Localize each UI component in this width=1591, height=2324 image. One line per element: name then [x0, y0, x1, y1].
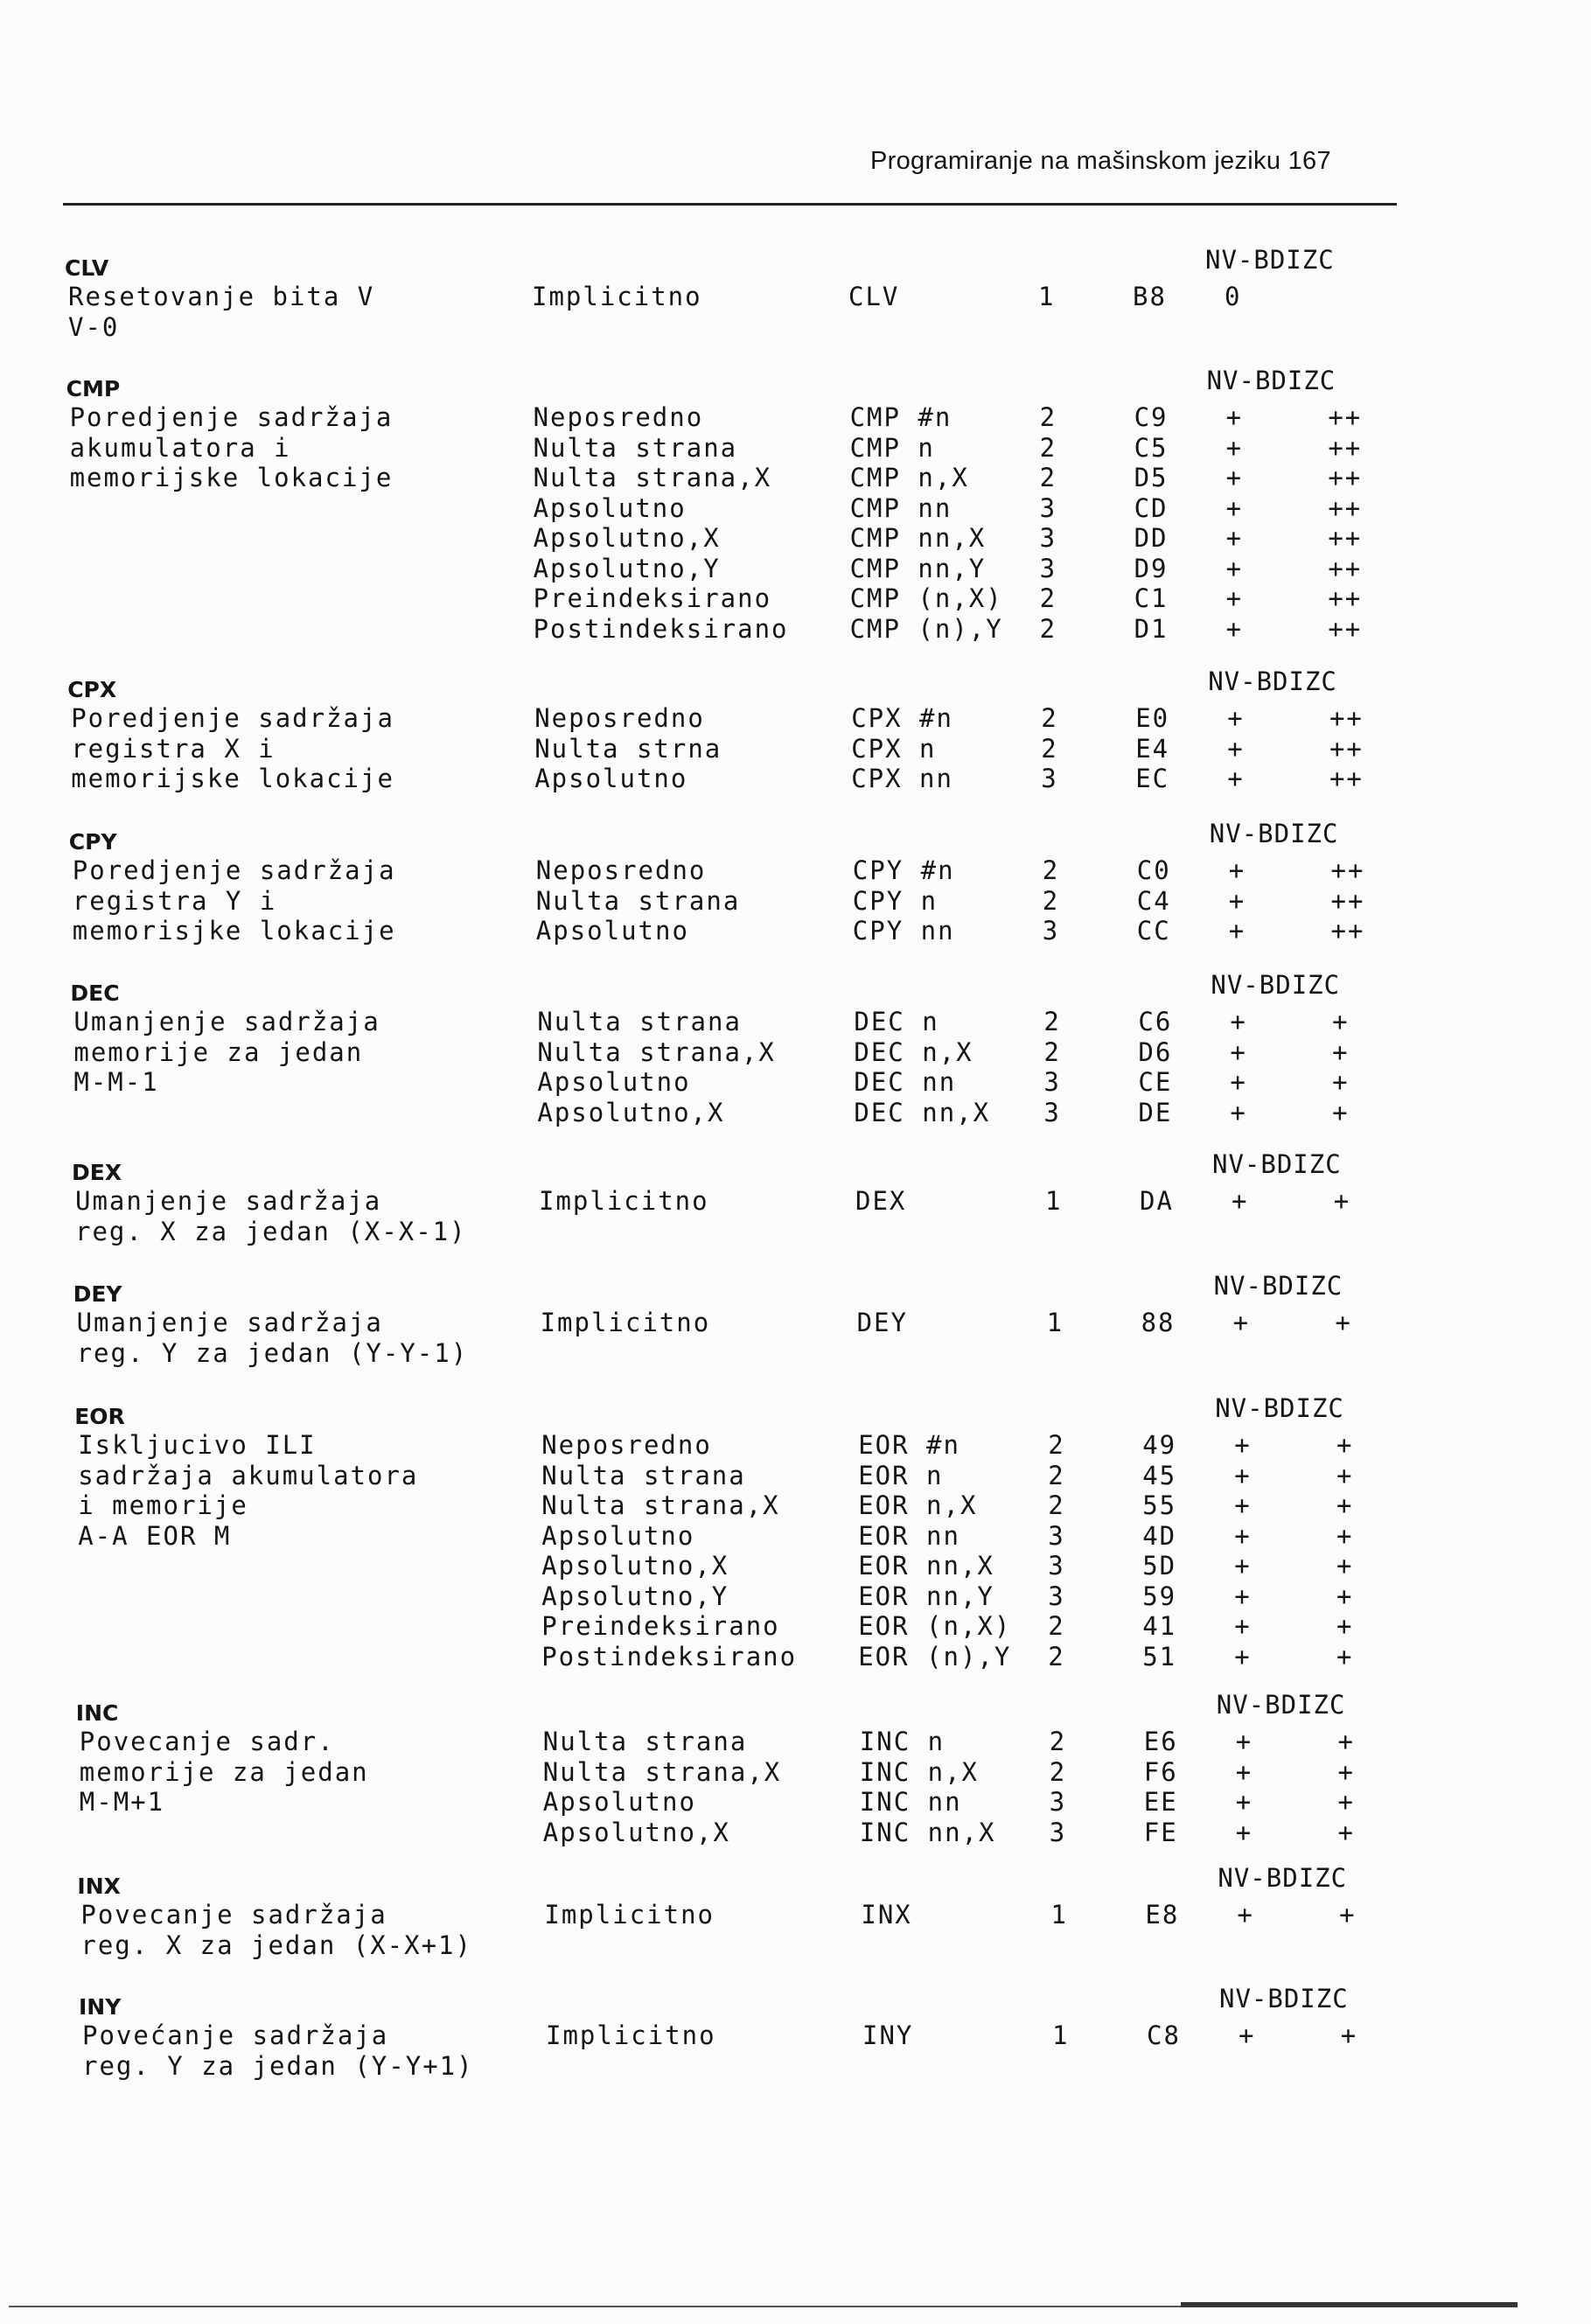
flag-effects: + +	[1235, 1756, 1356, 1787]
instruction-syntax: CPX nn	[851, 764, 953, 793]
byte-count: 2	[1039, 432, 1057, 463]
opcode: E6	[1143, 1727, 1178, 1756]
mnemonic-heading: CMP	[66, 376, 121, 401]
byte-count: 2	[1048, 1490, 1065, 1520]
description-line: Povećanje sadržaja	[82, 2020, 389, 2050]
flag-effects: + ++	[1225, 402, 1363, 432]
flag-effects: + +	[1234, 1581, 1354, 1611]
instruction-syntax: DEC n,X	[854, 1036, 973, 1067]
bottom-rule-heavy	[1181, 2302, 1518, 2307]
addressing-mode: Apsolutno,X	[542, 1817, 730, 1847]
instruction-syntax: CMP (n,X)	[849, 583, 1003, 613]
addressing-mode: Apsolutno,X	[541, 1551, 729, 1581]
instruction-syntax: INC nn	[859, 1787, 962, 1817]
addressing-mode: Nulta strana,X	[537, 1036, 776, 1067]
addressing-mode: Neposredno	[535, 855, 707, 885]
flag-effects: + +	[1235, 1727, 1356, 1756]
instruction-syntax: CMP n	[849, 432, 935, 463]
description-line: memorijske lokacije	[71, 764, 394, 793]
addressing-mode: Neposredno	[534, 703, 705, 733]
flag-effects: + +	[1230, 1007, 1350, 1036]
flags-label: NV-BDIZC	[1219, 1984, 1349, 2013]
opcode: B8	[1133, 282, 1167, 311]
flags-label: NV-BDIZC	[1211, 970, 1341, 1000]
description-line: M-M-1	[73, 1067, 159, 1097]
addressing-mode: Nulta strana,X	[541, 1490, 780, 1520]
addressing-mode: Apsolutno,Y	[541, 1581, 729, 1611]
opcode: C0	[1136, 855, 1171, 885]
addressing-mode: Implicitno	[546, 2020, 716, 2050]
byte-count: 1	[1045, 1186, 1063, 1216]
byte-count: 2	[1048, 1611, 1065, 1641]
flags-label: NV-BDIZC	[1213, 1271, 1343, 1301]
description-line: reg. X za jedan (X-X-1)	[75, 1216, 467, 1246]
flag-effects: + +	[1234, 1611, 1354, 1641]
flag-effects: + ++	[1228, 916, 1365, 946]
opcode: D5	[1134, 463, 1169, 492]
instruction-syntax: CPY #n	[852, 855, 955, 885]
flag-effects: + +	[1237, 1900, 1357, 1930]
instruction-syntax: EOR (n),Y	[858, 1641, 1012, 1671]
instruction-syntax: EOR nn,Y	[858, 1581, 994, 1611]
addressing-mode: Preindeksirano	[541, 1611, 780, 1641]
flags-label: NV-BDIZC	[1212, 1149, 1342, 1179]
description-line: Povecanje sadr.	[79, 1727, 335, 1756]
opcode: CE	[1138, 1067, 1173, 1097]
addressing-mode: Nulta strana	[541, 1460, 746, 1490]
flag-effects: + +	[1234, 1460, 1354, 1490]
byte-count: 2	[1048, 1460, 1065, 1490]
opcode: E4	[1135, 733, 1170, 764]
byte-count: 1	[1052, 2020, 1070, 2050]
byte-count: 2	[1039, 402, 1057, 432]
addressing-mode: Apsolutno,X	[533, 523, 721, 553]
description-line: Umanjenje sadržaja	[75, 1186, 382, 1216]
byte-count: 3	[1048, 1551, 1065, 1581]
description-line: memorije za jedan	[73, 1036, 364, 1067]
header-rule	[63, 203, 1397, 206]
instruction-syntax: DEC nn,X	[854, 1097, 991, 1127]
flag-effects: + +	[1230, 1067, 1350, 1097]
description-line: memorisjke lokacije	[72, 916, 396, 946]
flag-effects: + ++	[1225, 463, 1363, 492]
flag-effects: + ++	[1227, 764, 1364, 793]
mnemonic-heading: CPX	[67, 677, 117, 702]
byte-count: 3	[1043, 1097, 1061, 1127]
addressing-mode: Implicitno	[544, 1900, 715, 1930]
flags-label: NV-BDIZC	[1206, 366, 1336, 395]
opcode: C1	[1134, 583, 1169, 613]
description-line: memorijske lokacije	[69, 463, 394, 492]
flags-label: NV-BDIZC	[1215, 1393, 1344, 1423]
byte-count: 2	[1043, 1007, 1061, 1036]
opcode: FE	[1143, 1817, 1178, 1847]
addressing-mode: Nulta strana	[533, 432, 738, 463]
running-header	[870, 147, 1395, 176]
opcode: E0	[1135, 703, 1170, 733]
opcode: 59	[1142, 1581, 1177, 1611]
flag-effects: + +	[1234, 1490, 1354, 1520]
mnemonic-heading: INY	[79, 1994, 122, 2020]
opcode: 4D	[1142, 1520, 1177, 1551]
description-line: Umanjenje sadržaja	[76, 1308, 383, 1337]
byte-count: 2	[1039, 583, 1057, 613]
addressing-mode: Preindeksirano	[533, 583, 772, 613]
instruction-syntax: CMP #n	[849, 402, 953, 432]
flag-effects: + ++	[1225, 432, 1363, 463]
addressing-mode: Implicitno	[540, 1308, 711, 1337]
byte-count: 2	[1039, 613, 1057, 644]
flag-effects: + ++	[1225, 492, 1363, 523]
description-line: i memorije	[78, 1490, 248, 1520]
opcode: C8	[1147, 2020, 1181, 2050]
mnemonic-heading: DEC	[70, 981, 120, 1006]
byte-count: 2	[1049, 1756, 1067, 1787]
byte-count: 2	[1048, 1641, 1065, 1671]
description-line: Povecanje sadržaja	[80, 1900, 387, 1930]
flag-effects: + ++	[1225, 523, 1363, 553]
description-line: registra Y i	[72, 885, 277, 916]
instruction-syntax: INY	[862, 2020, 914, 2050]
flag-effects: + ++	[1227, 733, 1364, 764]
flag-effects: + ++	[1225, 613, 1363, 644]
byte-count: 3	[1042, 916, 1060, 946]
addressing-mode: Nulta strana,X	[533, 463, 772, 492]
opcode: EC	[1135, 764, 1170, 793]
addressing-mode: Nulta strana	[542, 1727, 748, 1756]
description-line: Umanjenje sadržaja	[73, 1007, 380, 1036]
flag-effects: + +	[1230, 1097, 1350, 1127]
description-line: A-A EOR M	[78, 1520, 232, 1551]
byte-count: 2	[1042, 855, 1060, 885]
instruction-syntax: CMP nn	[849, 492, 953, 523]
mnemonic-heading: CPY	[68, 829, 117, 855]
addressing-mode: Apsolutno,X	[537, 1097, 725, 1127]
byte-count: 3	[1039, 492, 1057, 523]
description-line: Resetovanje bita V	[68, 282, 375, 311]
byte-count: 3	[1039, 523, 1057, 553]
addressing-mode: Neposredno	[541, 1430, 712, 1460]
description-line: Poredjenje sadržaja	[69, 402, 394, 432]
byte-count: 2	[1039, 463, 1057, 492]
flag-effects: + +	[1234, 1551, 1354, 1581]
opcode: 41	[1142, 1611, 1177, 1641]
opcode: 5D	[1142, 1551, 1177, 1581]
flag-effects: + +	[1234, 1430, 1354, 1460]
opcode: 88	[1141, 1308, 1176, 1337]
flag-effects: + +	[1232, 1308, 1352, 1337]
description-line: M-M+1	[79, 1787, 165, 1817]
byte-count: 3	[1049, 1787, 1067, 1817]
instruction-syntax: INC nn,X	[859, 1817, 996, 1847]
flags-label: NV-BDIZC	[1216, 1690, 1346, 1720]
instruction-syntax: DEC n	[854, 1007, 939, 1036]
mnemonic-heading: CLV	[65, 255, 109, 281]
description-line: Poredjenje sadržaja	[72, 855, 396, 885]
opcode: CC	[1136, 916, 1171, 946]
opcode: CD	[1134, 492, 1169, 523]
flag-effects: + +	[1234, 1520, 1354, 1551]
addressing-mode: Apsolutno	[542, 1787, 696, 1817]
page-number: 167	[1287, 147, 1331, 175]
opcode: F6	[1143, 1756, 1178, 1787]
byte-count: 3	[1039, 553, 1057, 583]
addressing-mode: Postindeksirano	[533, 613, 789, 644]
flag-effects: + +	[1234, 1641, 1354, 1671]
addressing-mode: Apsolutno	[534, 764, 688, 793]
description-line: V-0	[68, 311, 120, 342]
description-line: Poredjenje sadržaja	[71, 703, 394, 733]
byte-count: 2	[1041, 703, 1058, 733]
description-line: reg. Y za jedan (Y-Y+1)	[82, 2050, 474, 2081]
addressing-mode: Apsolutno	[533, 492, 687, 523]
addressing-mode: Apsolutno	[541, 1520, 695, 1551]
mnemonic-heading: DEY	[73, 1281, 122, 1307]
description-line: memorije za jedan	[79, 1756, 369, 1787]
opcode: C6	[1138, 1007, 1173, 1036]
instruction-syntax: EOR (n,X)	[858, 1611, 1012, 1641]
description-line: akumulatora i	[69, 432, 291, 463]
instruction-syntax: INX	[861, 1900, 912, 1930]
flag-effects: + +	[1239, 2020, 1358, 2050]
addressing-mode: Implicitno	[539, 1186, 709, 1216]
description-line: sadržaja akumulatora	[78, 1460, 419, 1490]
addressing-mode: Postindeksirano	[541, 1641, 798, 1671]
mnemonic-heading: EOR	[74, 1404, 125, 1429]
instruction-syntax: CLV	[848, 282, 900, 311]
opcode: C9	[1134, 402, 1169, 432]
flags-label: NV-BDIZC	[1205, 245, 1335, 275]
byte-count: 2	[1049, 1727, 1067, 1756]
flag-effects: + ++	[1227, 703, 1364, 733]
addressing-mode: Nulta strana	[537, 1007, 742, 1036]
instruction-syntax: EOR nn,X	[858, 1551, 994, 1581]
opcode: D9	[1134, 553, 1169, 583]
byte-count: 3	[1041, 764, 1058, 793]
instruction-syntax: CMP nn,Y	[849, 553, 987, 583]
description-line: reg. X za jedan (X-X+1)	[80, 1930, 472, 1960]
byte-count: 2	[1041, 733, 1058, 764]
instruction-syntax: CPX #n	[851, 703, 953, 733]
opcode: C4	[1136, 885, 1171, 916]
byte-count: 2	[1048, 1430, 1065, 1460]
opcode: 55	[1142, 1490, 1177, 1520]
opcode: DE	[1138, 1097, 1173, 1127]
opcode: DD	[1134, 523, 1169, 553]
instruction-syntax: EOR n	[858, 1460, 944, 1490]
byte-count: 2	[1043, 1036, 1061, 1067]
flag-effects: + ++	[1225, 583, 1363, 613]
mnemonic-heading: DEX	[72, 1160, 122, 1185]
addressing-mode: Neposredno	[533, 402, 704, 432]
instruction-syntax: INC n	[859, 1727, 946, 1756]
byte-count: 1	[1038, 282, 1056, 311]
addressing-mode: Nulta strna	[534, 733, 722, 764]
flag-effects: + +	[1235, 1787, 1356, 1817]
mnemonic-heading: INC	[75, 1700, 119, 1726]
header-title: Programiranje na mašinskom jeziku	[870, 147, 1281, 175]
byte-count: 1	[1050, 1900, 1068, 1930]
instruction-syntax: CPX n	[851, 733, 937, 764]
description-line: registra X i	[71, 733, 276, 764]
opcode: C5	[1134, 432, 1169, 463]
addressing-mode: Apsolutno,Y	[533, 553, 721, 583]
description-line: reg. Y za jedan (Y-Y-1)	[76, 1337, 469, 1368]
flag-effects: + ++	[1228, 855, 1365, 885]
byte-count: 3	[1048, 1520, 1065, 1551]
flags-label: NV-BDIZC	[1208, 666, 1337, 696]
flag-effects: + +	[1232, 1186, 1351, 1216]
addressing-mode: Nulta strana	[535, 885, 741, 916]
flag-effects: + +	[1235, 1817, 1356, 1847]
byte-count: 3	[1049, 1817, 1067, 1847]
instruction-syntax: CMP (n),Y	[849, 613, 1003, 644]
flag-effects: + ++	[1228, 885, 1365, 916]
instruction-syntax: CMP n,X	[849, 463, 969, 492]
addressing-mode: Nulta strana,X	[542, 1756, 782, 1787]
addressing-mode: Apsolutno	[535, 916, 689, 946]
instruction-syntax: INC n,X	[859, 1756, 980, 1787]
opcode: E8	[1145, 1900, 1180, 1930]
addressing-mode: Implicitno	[532, 282, 702, 311]
opcode: DA	[1140, 1186, 1174, 1216]
opcode: D6	[1138, 1036, 1173, 1067]
instruction-syntax: DEC nn	[854, 1067, 957, 1097]
byte-count: 3	[1048, 1581, 1065, 1611]
byte-count: 3	[1043, 1067, 1061, 1097]
opcode: 49	[1142, 1430, 1177, 1460]
description-line: Iskljucivo ILI	[78, 1430, 317, 1460]
instruction-syntax: EOR nn	[858, 1520, 960, 1551]
instruction-syntax: CPY nn	[852, 916, 955, 946]
opcode: 45	[1142, 1460, 1177, 1490]
mnemonic-heading: INX	[77, 1874, 121, 1899]
flags-label: NV-BDIZC	[1218, 1863, 1348, 1893]
opcode: EE	[1143, 1787, 1178, 1817]
flag-effects: + ++	[1225, 553, 1363, 583]
instruction-syntax: CMP nn,X	[849, 523, 987, 553]
instruction-syntax: EOR #n	[858, 1430, 960, 1460]
flag-effects: 0	[1225, 282, 1242, 311]
opcode: 51	[1142, 1641, 1177, 1671]
instruction-syntax: DEX	[855, 1186, 907, 1216]
flag-effects: + +	[1230, 1036, 1350, 1067]
flags-label: NV-BDIZC	[1209, 819, 1339, 848]
byte-count: 2	[1042, 885, 1060, 916]
instruction-syntax: CPY n	[852, 885, 939, 916]
instruction-syntax: EOR n,X	[858, 1490, 978, 1520]
addressing-mode: Apsolutno	[537, 1067, 691, 1097]
byte-count: 1	[1046, 1308, 1064, 1337]
opcode: D1	[1134, 613, 1169, 644]
instruction-syntax: DEY	[856, 1308, 908, 1337]
